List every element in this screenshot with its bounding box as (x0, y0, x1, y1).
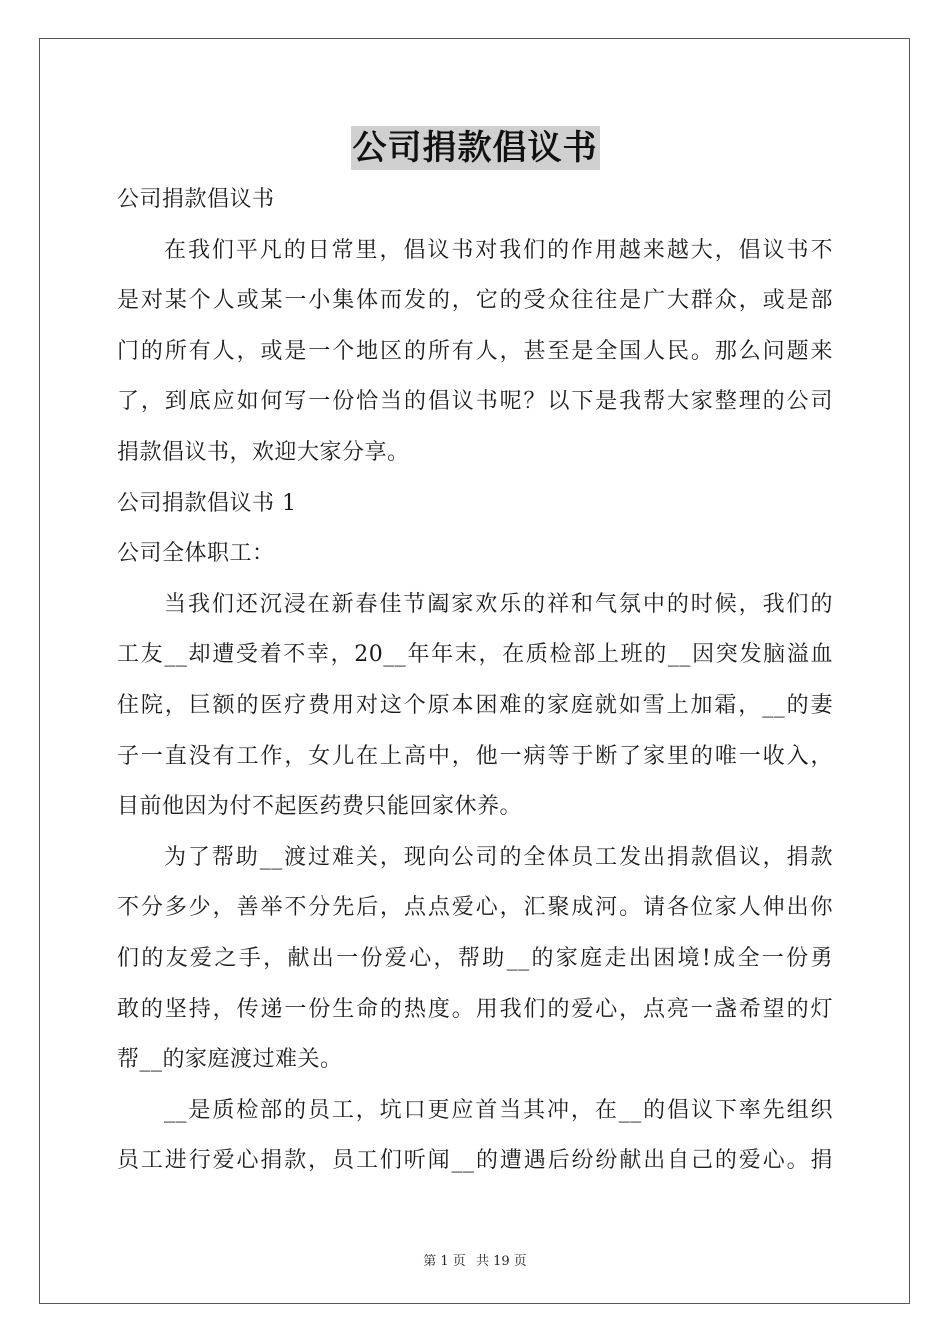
body-line: 目前他因为付不起医药费只能回家休养。 (117, 794, 523, 820)
subtitle-line: 公司捐款倡议书 (117, 187, 275, 212)
body-line: 当我们还沉浸在新春佳节阖家欢乐的祥和气氛中的时候，我们的 (164, 591, 833, 617)
body-line: 为了帮助__渡过难关，现向公司的全体员工发出捐款倡议，捐款 (164, 844, 833, 870)
page-total: 共 19 页 (475, 1254, 527, 1269)
body-line: 子一直没有工作，女儿在上高中，他一病等于断了家里的唯一收入， (117, 743, 833, 769)
body-line: 了，到底应如何写一份恰当的倡议书呢？以下是我帮大家整理的公司 (117, 389, 833, 415)
body-line: 们的友爱之手，献出一份爱心，帮助__的家庭走出困境!成全一份勇 (117, 945, 833, 971)
body-line: 住院，巨额的医疗费用对这个原本困难的家庭就如雪上加霜，__的妻 (117, 692, 833, 718)
body-line: 在我们平凡的日常里，倡议书对我们的作用越来越大，倡议书不 (164, 237, 833, 263)
body-line: 员工进行爱心捐款，员工们听闻__的遭遇后纷纷献出自己的爱心。捐 (117, 1148, 833, 1174)
body-line: 不分多少，善举不分先后，点点爱心，汇聚成河。请各位家人伸出你 (117, 895, 833, 921)
document-title: 公司捐款倡议书 (352, 128, 598, 168)
body-line: 工友__却遭受着不幸，20__年年末，在质检部上班的__因突发脑溢血 (117, 642, 833, 668)
body-line: 敢的坚持，传递一份生命的热度。用我们的爱心，点亮一盏希望的灯 (117, 996, 833, 1022)
page-number: 第 1 页 (423, 1254, 466, 1269)
page-footer (0, 1250, 950, 1269)
body-line: 是对某个人或某一小集体而发的，它的受众往往是广大群众，或是部 (117, 288, 833, 314)
document-body (117, 175, 833, 1187)
section-heading: 公司捐款倡议书 1 (117, 490, 297, 516)
body-line: 捐款倡议书，欢迎大家分享。 (117, 439, 410, 465)
body-line: 门的所有人，或是一个地区的所有人，甚至是全国人民。那么问题来 (117, 338, 833, 364)
body-line: 帮__的家庭渡过难关。 (117, 1047, 343, 1073)
salutation: 公司全体职工： (117, 541, 275, 567)
title-container (0, 126, 950, 170)
body-line: __是质检部的员工，坑口更应首当其冲，在__的倡议下率先组织 (164, 1097, 833, 1123)
